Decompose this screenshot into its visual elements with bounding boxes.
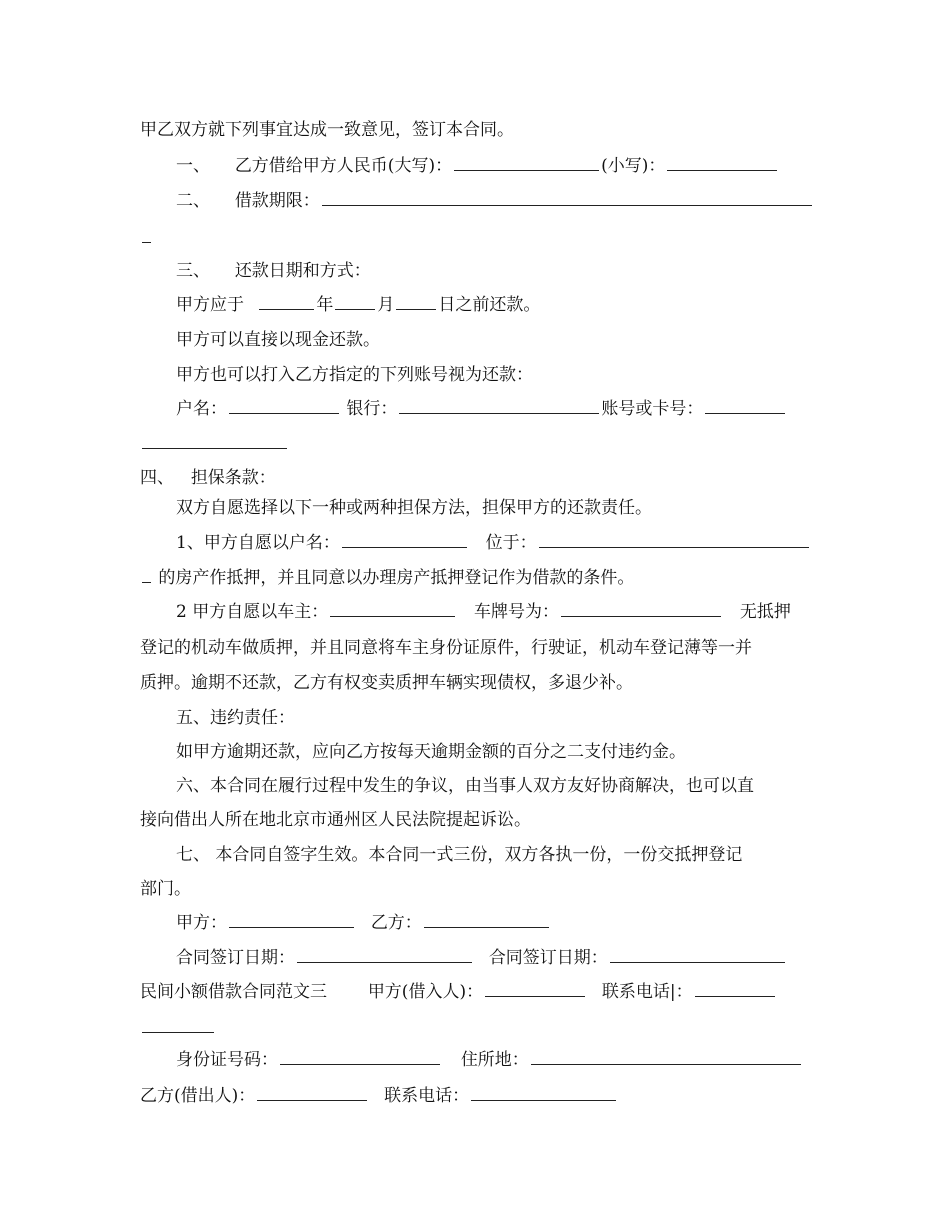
- clause-6: [176, 774, 812, 798]
- lender-phone-label: 联系电话：: [384, 1086, 470, 1106]
- guarantee-1-text: 的房产作抵押，并且同意以办理房产抵押登记作为借款的条件。: [158, 568, 635, 588]
- lender-blank: [257, 1098, 367, 1101]
- clause-3: [176, 259, 812, 283]
- party-b-blank: [424, 925, 549, 928]
- guarantee-2-line3: [140, 671, 812, 695]
- address-label: 住所地：: [460, 1050, 529, 1070]
- guarantee-2-label: 2 甲方自愿以车主：: [176, 602, 329, 622]
- clause-small-label: (小写)：: [601, 156, 666, 176]
- clause-text: 六、本合同在履行过程中发生的争议，由当事人双方友好协商解决，也可以直: [176, 776, 754, 796]
- continuation-blank: [140, 432, 812, 456]
- id-number-blank: [280, 1062, 440, 1065]
- clause-7-line2: [140, 877, 812, 901]
- guarantee-2-line2: [140, 636, 812, 660]
- clause-number: 四、: [140, 468, 174, 488]
- intro-line: [140, 118, 812, 142]
- id-number-label: 身份证号码：: [176, 1050, 278, 1070]
- clause-text: 接向借出人所在地北京市通州区人民法院提起诉讼。: [140, 810, 531, 830]
- plate-blank: [561, 614, 721, 617]
- due-label: 甲方应于: [176, 295, 244, 315]
- day-blank: [396, 307, 436, 310]
- account-line: [176, 397, 812, 421]
- clause-number: 三、: [176, 261, 210, 281]
- location-label: 位于：: [485, 533, 537, 553]
- sign-date-label: 合同签订日期：: [488, 948, 608, 968]
- guarantee-intro-text: 双方自愿选择以下一种或两种担保方法，担保甲方的还款责任。: [176, 498, 652, 518]
- party-a-label: 甲方：: [176, 913, 227, 933]
- year-label: 年: [316, 295, 334, 315]
- lender-label: 乙方(借出人)：: [140, 1086, 256, 1106]
- owner-name-blank: [342, 545, 467, 548]
- borrower-label: 甲方(借入人)：: [367, 982, 484, 1002]
- year-blank: [259, 307, 314, 310]
- transfer-text: 甲方也可以打入乙方指定的下列账号视为还款：: [176, 365, 533, 385]
- clause-body: 如甲方逾期还款，应向乙方按每天逾期金额的百分之二支付违约金。: [176, 742, 686, 762]
- guarantee-intro: [176, 496, 812, 520]
- clause-number: 一、: [176, 156, 210, 176]
- amount-uppercase-blank: [454, 168, 599, 171]
- location-blank: [539, 545, 809, 548]
- phone-blank: [695, 994, 775, 997]
- clause-2: [176, 189, 812, 213]
- due-date-line: [176, 293, 812, 317]
- account-number-blank: [705, 411, 785, 414]
- clause-5-body: [176, 740, 812, 764]
- sign-date-label: 合同签订日期：: [176, 948, 295, 968]
- sign-date-blank: [610, 960, 785, 963]
- amount-lowercase-blank: [667, 168, 777, 171]
- signature-line: [176, 911, 812, 935]
- continuation-blank: [140, 226, 812, 250]
- blank-line: [142, 580, 151, 583]
- day-label: 日之前还款。: [438, 295, 541, 315]
- clause-4: [140, 466, 812, 490]
- sign-date-blank: [297, 960, 472, 963]
- lender-line: [140, 1084, 812, 1108]
- phone-label: 联系电话|：: [601, 982, 693, 1002]
- transfer-line: [176, 363, 812, 387]
- next-contract-title: 民间小额借款合同范文三: [140, 982, 327, 1002]
- guarantee-2-text: 质押。逾期不还款，乙方有权变卖质押车辆实现债权，多退少补。: [140, 673, 633, 693]
- party-b-label: 乙方：: [370, 913, 422, 933]
- account-number-label: 账号或卡号：: [601, 399, 704, 419]
- guarantee-2-text: 登记的机动车做质押，并且同意将车主身份证原件，行驶证，机动车登记薄等一并: [140, 638, 752, 658]
- next-contract-line: [140, 980, 812, 1004]
- clause-7: [176, 843, 812, 867]
- month-blank: [335, 307, 375, 310]
- bank-label: 银行：: [346, 399, 398, 419]
- guarantee-2: [176, 600, 812, 624]
- clause-text: 乙方借给甲方人民币(大写)：: [234, 156, 453, 176]
- car-owner-blank: [330, 614, 455, 617]
- continuation-blank: [140, 1016, 812, 1040]
- clause-6-line2: [140, 808, 812, 832]
- bank-blank: [399, 411, 599, 414]
- clause-text: 七、 本合同自签字生效。本合同一式三份，双方各执一份，一份交抵押登记: [176, 845, 743, 865]
- clause-5: [176, 706, 812, 730]
- lender-phone-blank: [471, 1098, 616, 1101]
- blank-line: [142, 446, 287, 449]
- clause-text: 借款期限：: [234, 191, 320, 211]
- clause-number: 二、: [176, 191, 210, 211]
- clause-1: [176, 154, 812, 178]
- loan-term-blank: [322, 203, 812, 206]
- guarantee-1-cont: [140, 566, 812, 590]
- account-name-blank: [229, 411, 339, 414]
- borrower-blank: [485, 994, 585, 997]
- clause-text: 还款日期和方式：: [234, 261, 371, 281]
- guarantee-1: [176, 531, 812, 555]
- intro-text: 甲乙双方就下列事宜达成一致意见，签订本合同。: [140, 120, 514, 140]
- blank-line: [142, 1030, 214, 1033]
- clause-text: 部门。: [140, 879, 191, 899]
- cash-line: [176, 328, 812, 352]
- plate-label: 车牌号为：: [474, 602, 560, 622]
- blank-line: [142, 240, 151, 243]
- cash-text: 甲方可以直接以现金还款。: [176, 330, 380, 350]
- sign-date-line: [176, 946, 812, 970]
- clause-text: 五、违约责任：: [176, 708, 295, 728]
- clause-text: 担保条款：: [190, 468, 276, 488]
- address-blank: [531, 1062, 801, 1065]
- party-a-blank: [229, 925, 354, 928]
- account-name-label: 户名：: [176, 399, 227, 419]
- id-line: [176, 1048, 812, 1072]
- guarantee-2-suffix: 无抵押: [739, 602, 791, 622]
- month-label: 月: [377, 295, 395, 315]
- guarantee-1-label: 1、甲方自愿以户名：: [176, 533, 340, 553]
